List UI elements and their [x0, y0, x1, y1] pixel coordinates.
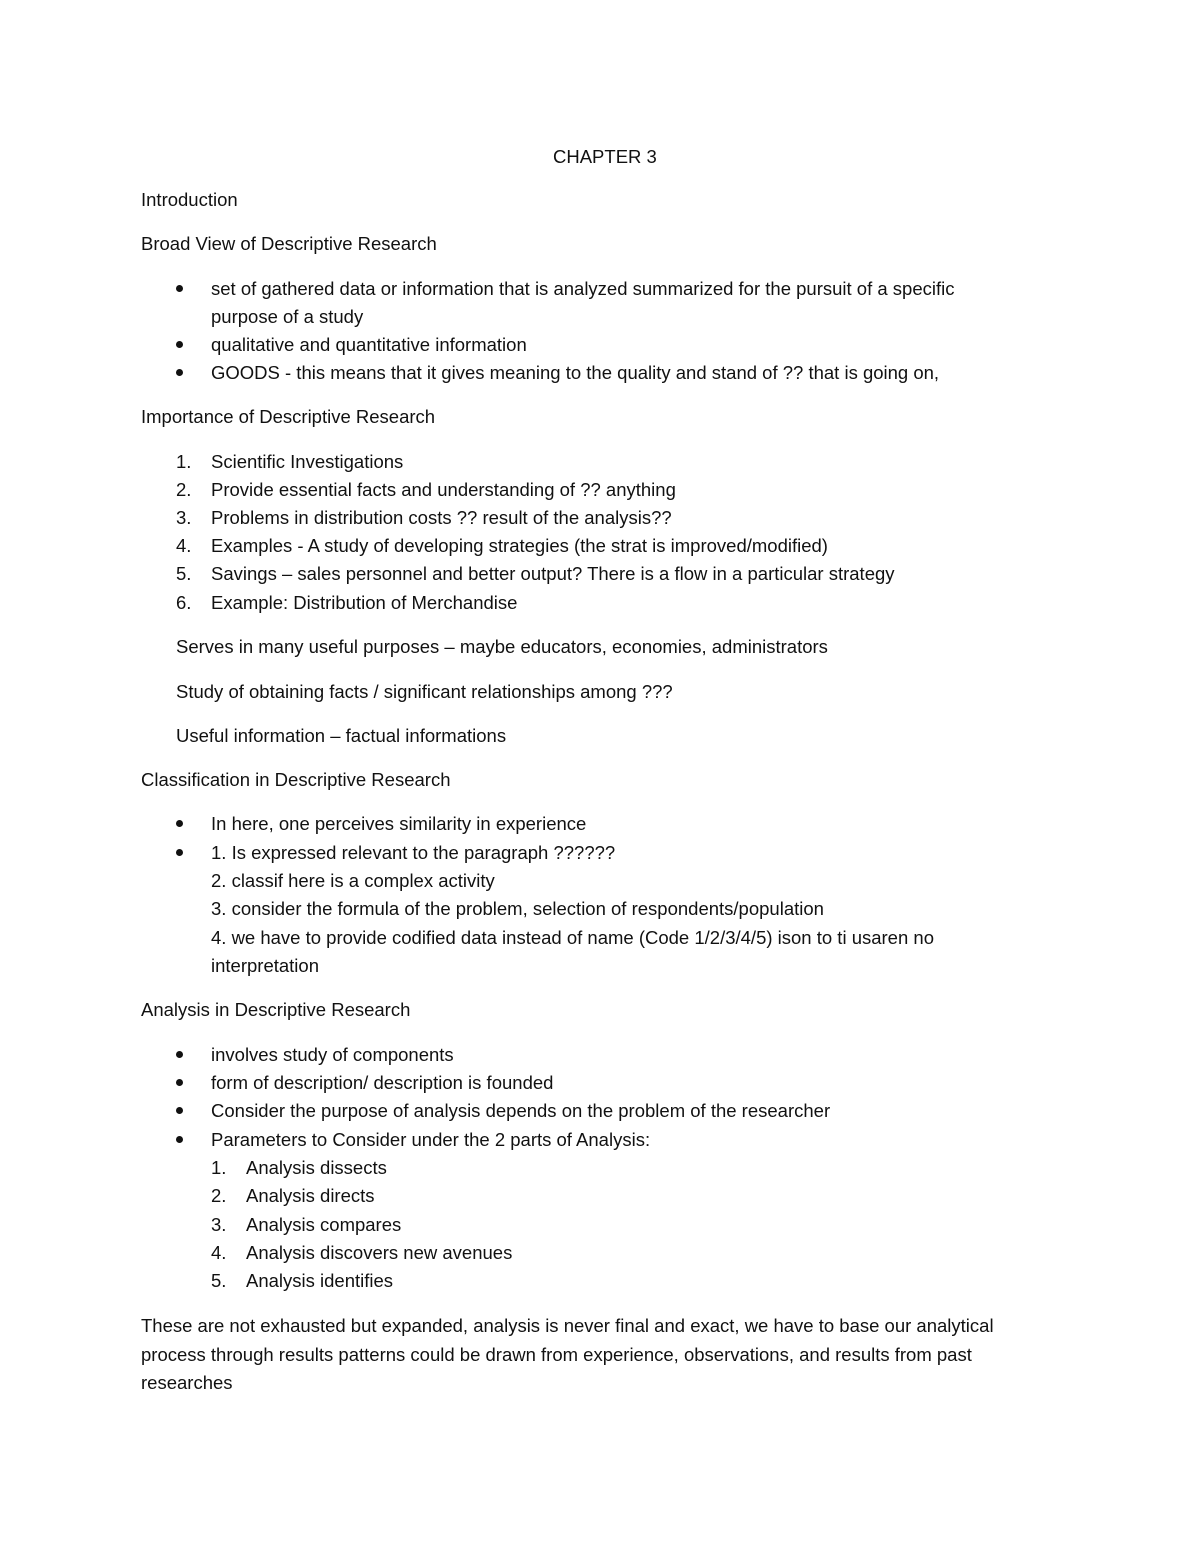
- bullet-icon: [176, 849, 183, 856]
- classification-item-continued: 4. we have to provide codified data instead of name (Code 1/2/3/4/5) ison to ti usaren no: [211, 927, 934, 948]
- analysis-sub-item: Analysis compares: [246, 1214, 402, 1235]
- list-number: 6.: [176, 592, 192, 613]
- intro-heading: Introduction: [141, 189, 238, 210]
- list-number: 3.: [211, 1214, 227, 1235]
- broad-view-heading: Broad View of Descriptive Research: [141, 233, 437, 254]
- analysis-sub-item: Analysis directs: [246, 1185, 375, 1206]
- list-number: 3.: [176, 507, 192, 528]
- importance-item: Provide essential facts and understanding of ?? anything: [211, 479, 676, 500]
- classification-item: In here, one perceives similarity in experience: [211, 813, 587, 834]
- list-number: 4.: [176, 535, 192, 556]
- bullet-icon: [176, 1051, 183, 1058]
- broad-view-item-continued: purpose of a study: [211, 306, 364, 327]
- importance-heading: Importance of Descriptive Research: [141, 406, 436, 427]
- chapter-title: CHAPTER 3: [553, 146, 657, 167]
- classification-item-continued: 3. consider the formula of the problem, selection of respondents/population: [211, 898, 824, 919]
- importance-note: Study of obtaining facts / significant relationships among ???: [176, 681, 673, 702]
- analysis-sub-item: Analysis dissects: [246, 1157, 387, 1178]
- analysis-item: form of description/ description is founded: [211, 1072, 554, 1093]
- list-number: 4.: [211, 1242, 227, 1263]
- bullet-icon: [176, 1107, 183, 1114]
- list-number: 1.: [176, 451, 192, 472]
- analysis-item: Parameters to Consider under the 2 parts of Analysis:: [211, 1129, 651, 1150]
- list-number: 5.: [211, 1270, 227, 1291]
- analysis-sub-item: Analysis discovers new avenues: [246, 1242, 513, 1263]
- bullet-icon: [176, 1079, 183, 1086]
- analysis-item: Consider the purpose of analysis depends on the problem of the researcher: [211, 1100, 831, 1121]
- list-number: 2.: [211, 1185, 227, 1206]
- bullet-icon: [176, 369, 183, 376]
- classification-item: 1. Is expressed relevant to the paragraph ??????: [211, 842, 616, 863]
- conclusion-paragraph-line: researches: [141, 1372, 233, 1393]
- list-number: 5.: [176, 563, 192, 584]
- list-number: 2.: [176, 479, 192, 500]
- bullet-icon: [176, 285, 183, 292]
- conclusion-paragraph-line: process through results patterns could be drawn from experience, observations, and results from past: [141, 1344, 972, 1365]
- conclusion-paragraph-line: These are not exhausted but expanded, analysis is never final and exact, we have to base our analytical: [141, 1315, 994, 1336]
- bullet-icon: [176, 341, 183, 348]
- analysis-heading: Analysis in Descriptive Research: [141, 999, 411, 1020]
- importance-note: Useful information – factual informations: [176, 725, 507, 746]
- analysis-sub-item: Analysis identifies: [246, 1270, 394, 1291]
- list-number: 1.: [211, 1157, 227, 1178]
- importance-item: Example: Distribution of Merchandise: [211, 592, 518, 613]
- broad-view-item: set of gathered data or information that is analyzed summarized for the pursuit of a specific: [211, 278, 955, 299]
- bullet-icon: [176, 1136, 183, 1143]
- importance-item: Scientific Investigations: [211, 451, 404, 472]
- importance-item: Problems in distribution costs ?? result of the analysis??: [211, 507, 672, 528]
- importance-note: Serves in many useful purposes – maybe educators, economies, administrators: [176, 636, 828, 657]
- broad-view-item: qualitative and quantitative information: [211, 334, 527, 355]
- classification-heading: Classification in Descriptive Research: [141, 769, 451, 790]
- importance-item: Examples - A study of developing strategies (the strat is improved/modified): [211, 535, 828, 556]
- importance-item: Savings – sales personnel and better output? There is a flow in a particular strategy: [211, 563, 895, 584]
- broad-view-item: GOODS - this means that it gives meaning to the quality and stand of ?? that is going on,: [211, 362, 940, 383]
- analysis-item: involves study of components: [211, 1044, 454, 1065]
- bullet-icon: [176, 820, 183, 827]
- classification-item-continued: 2. classif here is a complex activity: [211, 870, 495, 891]
- classification-item-continued: interpretation: [211, 955, 319, 976]
